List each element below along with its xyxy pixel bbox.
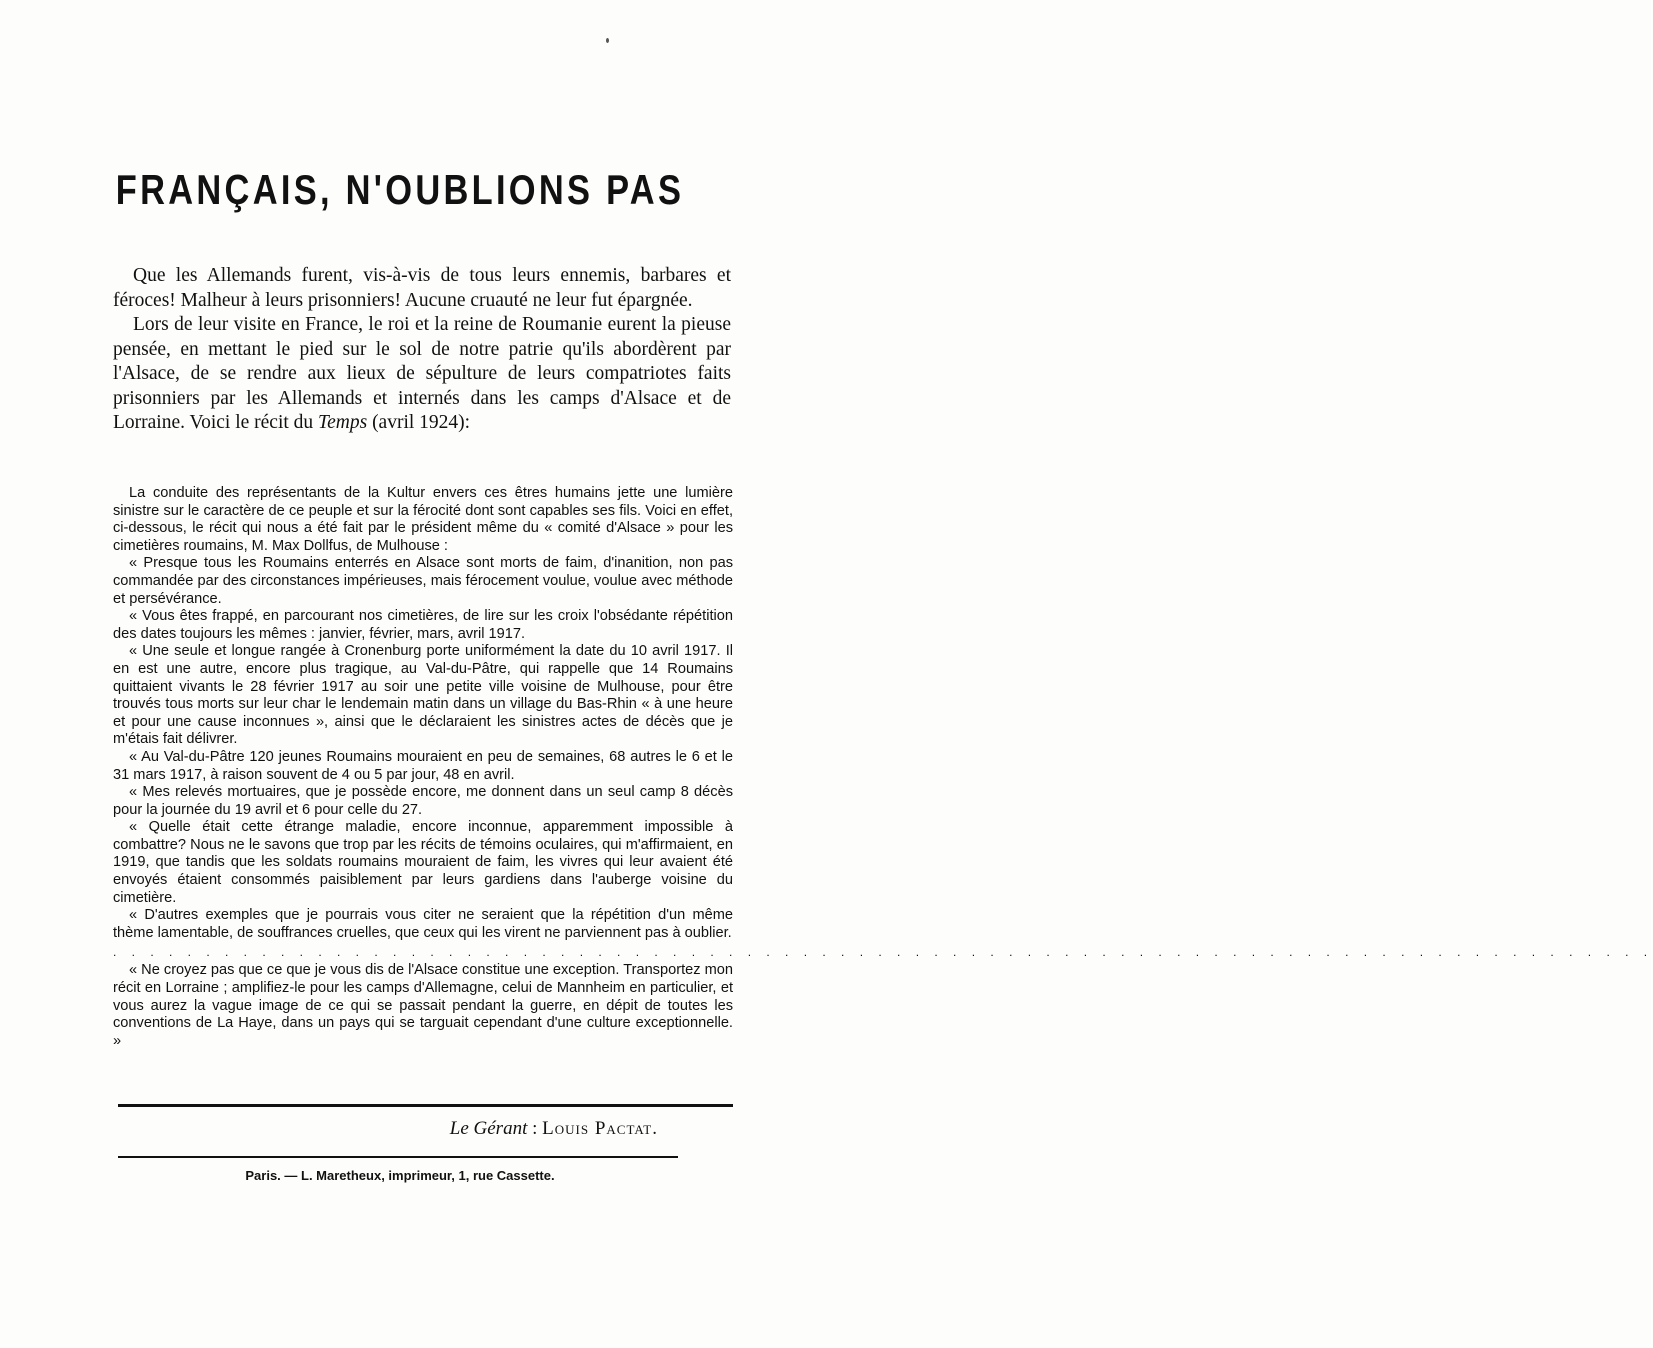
newspaper-name: Temps [318, 412, 368, 433]
quote-paragraph: « Au Val-du-Pâtre 120 jeunes Roumains mouraient en peu de semaines, 68 autres le 6 et le 31 mars 1917, à raison souvent de 4 ou 5 par jour, 48 en avril. [113, 748, 733, 783]
top-rule [118, 1104, 733, 1107]
signature [0, 1118, 658, 1140]
print-speck [606, 38, 609, 43]
signature-role: Le Gérant [449, 1118, 528, 1139]
intro-paragraph-2-text: Lors de leur visite en France, le roi et la reine de Roumanie eurent la pieuse pensée, en mettant le pied sur le sol de notre patrie qu'ils abordèrent par l'Alsace, de se rendre aux lieux de sépulture de leurs compatriotes faits prisonniers par les Allemands et internés dans les camps d'Alsace et de Lorraine. Voici le récit du [113, 314, 731, 433]
quote-paragraph: La conduite des représentants de la Kultur envers ces êtres humains jette une lumière sinistre sur le caractère de ce peuple et sur la férocité dont sont capables ses fils. Voici en effet, ci-dessous, le récit qui nous a été fait par le président même du « comité d'Alsace » pour les cimetières roumains, M. Max Dollfus, de Mulhouse : [113, 485, 733, 554]
quoted-account [113, 485, 1653, 1050]
quote-paragraph: « Presque tous les Roumains enterrés en Alsace sont morts de faim, d'inanition, non pas commandée par des circonstances impérieuses, mais férocement voulue, voulue avec méthode et persévérance. [113, 555, 733, 607]
quote-final-paragraph: « Ne croyez pas que ce que je vous dis de l'Alsace constitue une exception. Transportez mon récit en Lorraine ; amplifiez-le pour les camps d'Allemagne, celui de Mannheim en particulier, et vous aurez la vague image de ce qui se passait pendant la guerre, en dépit de toutes les conventions de La Haye, dans un pays qui se targuait cependant d'une culture exceptionnelle. » [113, 962, 733, 1049]
printer-imprint: Paris. — L. Maretheux, imprimeur, 1, rue Cassette. [245, 1168, 555, 1183]
quote-paragraph: « Vous êtes frappé, en parcourant nos cimetières, de lire sur les croix l'obsédante répétition des dates toujours les mêmes : janvier, février, mars, avril 1917. [113, 608, 733, 642]
signature-separator: : [532, 1118, 538, 1139]
signature-name: Louis Pactat. [542, 1118, 658, 1139]
bottom-rule [118, 1156, 678, 1158]
page-title: FRANÇAIS, N'OUBLIONS PAS [115, 166, 685, 213]
intro-paragraph-1: Que les Allemands furent, vis-à-vis de tous leurs ennemis, barbares et féroces! Malheur à leurs prisonniers! Aucune cruauté ne leur fut épargnée. [113, 265, 731, 311]
intro-section [113, 264, 731, 436]
ellipsis-row: . . . . . . . . . . . . . . . . . . . . . . . . . . . . . . . . . . . . . . . . . . . . . . . . . . . . . . . . . . . . . . . . . . . . . . . . . . . . . . . . . . . [113, 945, 1653, 960]
quote-paragraph: « D'autres exemples que je pourrais vous citer ne seraient que la répétition d'un même thème lamentable, de souffrances cruelles, que ceux qui les virent ne parviennent pas à oublier. [113, 907, 733, 941]
quote-paragraph: « Quelle était cette étrange maladie, encore inconnue, apparemment impossible à combattre? Nous ne le savons que trop par les récits de témoins oculaires, qui m'affirmaient, en 1919, que tandis que les soldats roumains mouraient de faim, les vivres qui leur avaient été envoyés étaient consommés paisiblement par leurs gardiens dans l'auberge voisine du cimetière. [113, 819, 733, 906]
intro-date: (avril 1924): [372, 412, 471, 433]
intro-paragraph-2 [113, 313, 731, 436]
quote-paragraph: « Une seule et longue rangée à Cronenburg porte uniformément la date du 10 avril 1917. Il en est une autre, encore plus tragique, au Val-du-Pâtre, qui rappelle que 14 Roumains quittaient vivants le 28 février 1917 au soir une petite ville voisine de Mulhouse, pour être trouvés tous morts sur leur char le lendemain matin dans un village du Bas-Rhin « à une heure et pour une cause inconnues », ainsi que le déclaraient les sinistres actes de décès que je m'étais fait délivrer. [113, 643, 733, 748]
quote-paragraph: « Mes relevés mortuaires, que je possède encore, me donnent dans un seul camp 8 décès pour la journée du 19 avril et 6 pour celle du 27. [113, 784, 733, 818]
